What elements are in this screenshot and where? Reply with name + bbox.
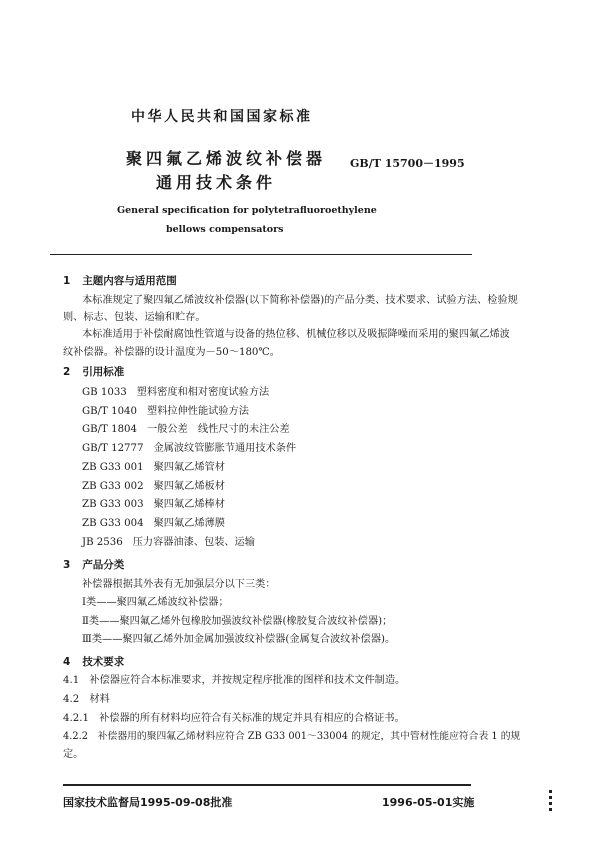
section-1-heading — [63, 276, 189, 287]
reference-name: 聚四氟乙烯薄膜 — [153, 518, 225, 529]
reference-item — [82, 519, 225, 529]
paragraph-line: 4.2.1 补偿器的所有材料均应符合有关标准的规定并具有相应的合格证书。 — [63, 713, 405, 724]
reference-item — [82, 444, 296, 454]
paragraph-line: Ⅰ类——聚四氟乙烯波纹补偿器； — [82, 597, 229, 608]
reference-code: GB/T 1040 — [82, 406, 138, 417]
english-title-line1: General specification for polytetrafluoroethylene — [117, 205, 377, 216]
national-standard-heading: 中华人民共和国国家标准 — [131, 109, 313, 125]
section-number: 1 — [63, 275, 71, 287]
reference-name: 聚四氟乙烯管材 — [153, 462, 225, 473]
section-title: 技术要求 — [82, 656, 125, 668]
reference-name: 聚四氟乙烯棒材 — [153, 499, 225, 510]
reference-item — [82, 482, 225, 492]
paragraph-line: 4.1 补偿器应符合本标准要求，并按规定程序批准的图样和技术文件制造。 — [63, 675, 406, 686]
reference-code: ZB G33 001 — [82, 462, 144, 473]
reference-name: 聚四氟乙烯板材 — [153, 481, 225, 492]
reference-code: GB/T 1804 — [82, 424, 138, 435]
paragraph-line: 定。 — [63, 749, 84, 760]
document-title-line1: 聚四氟乙烯波纹补偿器 — [126, 149, 327, 168]
reference-item — [82, 538, 255, 548]
reference-item — [82, 463, 225, 473]
reference-item — [82, 388, 269, 398]
paragraph-line: 纹补偿器。补偿器的设计温度为－50～180℃。 — [63, 347, 280, 358]
standard-number: GB/T 15700－1995 — [350, 157, 465, 170]
reference-item — [82, 407, 249, 417]
document-title-line2: 通用技术条件 — [156, 173, 277, 192]
section-number: 3 — [63, 559, 71, 571]
section-2-heading — [63, 367, 136, 378]
reference-item — [82, 500, 225, 510]
english-title-line2: bellows compensators — [166, 224, 284, 235]
section-title: 引用标准 — [82, 366, 125, 378]
footer-divider — [63, 784, 471, 786]
reference-code: GB 1033 — [82, 387, 127, 398]
paragraph-line: 本标准规定了聚四氟乙烯波纹补偿器(以下简称补偿器)的产品分类、技术要求、试验方法、检验规 — [82, 295, 518, 306]
reference-code: ZB G33 002 — [82, 481, 144, 492]
paragraph-line: 4.2 材料 — [63, 694, 110, 705]
reference-code: ZB G33 004 — [82, 518, 144, 529]
approval-date: 国家技术监督局1995-09-08批准 — [63, 796, 233, 809]
paragraph-line: Ⅲ类——聚四氟乙烯外加金属加强波纹补偿器(金属复合波纹补偿器)。 — [82, 634, 396, 645]
section-number: 2 — [63, 366, 71, 378]
reference-name: 压力容器油漆、包装、运输 — [132, 537, 255, 548]
reference-name: 塑料密度和相对密度试验方法 — [136, 387, 270, 398]
paragraph-line: Ⅱ类——聚四氟乙烯外包橡胶加强波纹补偿器(橡胶复合波纹补偿器)； — [82, 616, 393, 627]
section-3-heading — [63, 560, 136, 571]
reference-name: 一般公差 线性尺寸的未注公差 — [147, 424, 290, 435]
paragraph-line: 本标准适用于补偿耐腐蚀性管道与设备的热位移、机械位移以及吸振降噪而采用的聚四氟乙烯波 — [82, 329, 510, 340]
reference-name: 塑料拉伸性能试验方法 — [147, 406, 249, 417]
paragraph-line: 则、标志、包装、运输和贮存。 — [63, 312, 206, 323]
section-title: 产品分类 — [82, 559, 125, 571]
reference-code: JB 2536 — [82, 537, 123, 548]
reference-code: GB/T 12777 — [82, 443, 144, 454]
paragraph-line: 补偿器根据其外表有无加强层分以下三类： — [82, 579, 276, 590]
reference-item — [82, 425, 290, 435]
reference-name: 金属波纹管膨胀节通用技术条件 — [153, 443, 297, 454]
section-title: 主题内容与适用范围 — [82, 275, 177, 287]
reference-code: ZB G33 003 — [82, 499, 144, 510]
implementation-date: 1996-05-01实施 — [382, 796, 475, 809]
section-number: 4 — [63, 656, 71, 668]
paragraph-line: 4.2.2 补偿器用的聚四氟乙烯材料应符合 ZB G33 001～33004 的规定，其中管材性能应符合表 1 的规 — [63, 731, 521, 742]
scan-artifact-mark — [549, 790, 552, 812]
section-4-heading — [63, 657, 136, 668]
header-divider — [50, 254, 472, 255]
